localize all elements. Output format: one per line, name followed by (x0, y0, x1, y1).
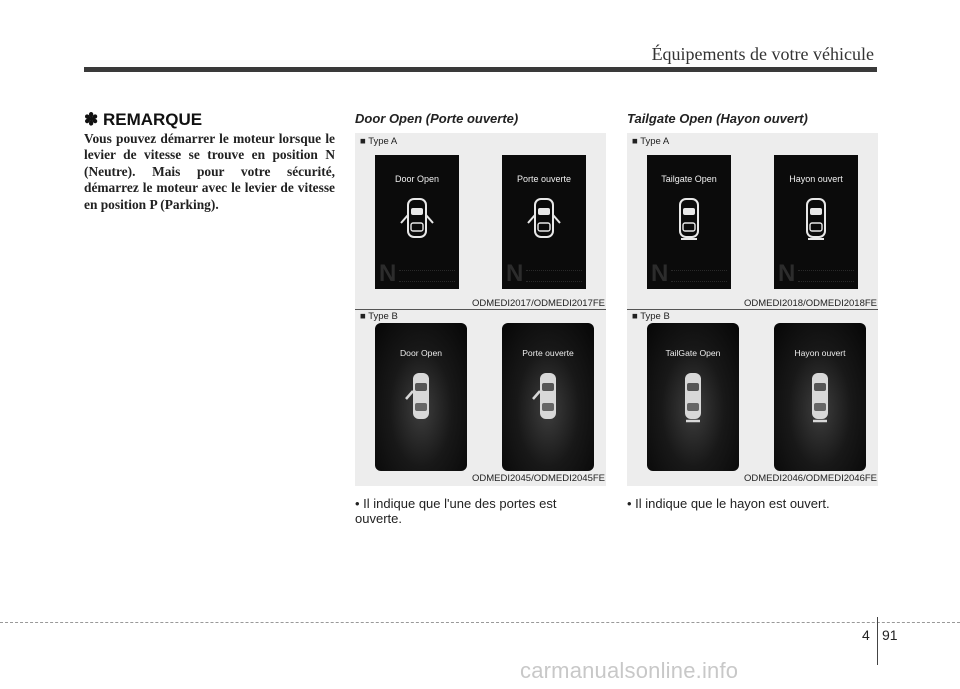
door-open-description: • Il indique que l'une des portes est ouverte. (355, 496, 557, 526)
gear-indicator-a1: N (379, 260, 397, 287)
tailgate-open-title: Tailgate Open (Hayon ouvert) (627, 111, 808, 126)
door-type-b-label: ■ Type B (360, 311, 398, 322)
door-open-screen-b-en (375, 323, 467, 471)
odometer-dots (671, 270, 727, 282)
car-top-view-icon (675, 369, 711, 425)
footer-rule (0, 622, 960, 623)
tailgate-type-a-label: ■ Type A (632, 136, 670, 147)
car-tailgate-open-icon (798, 193, 834, 247)
car-top-view-icon (530, 369, 566, 425)
page-chapter-number: 4 (862, 627, 870, 643)
door-open-screen-b-fr-text: Porte ouverte (522, 348, 574, 358)
figure-divider (355, 309, 606, 310)
odometer-dots (526, 270, 582, 282)
page-header-title: Équipements de votre véhicule (651, 44, 874, 64)
door-figure-code-b: ODMEDI2045/ODMEDI2045FE (471, 473, 605, 484)
tailgate-open-screen-b-fr (774, 323, 866, 471)
note-body: Vous pouvez démarrer le moteur lorsque le levier de vitesse se trouve en position N (Neutre). Mais pour votre sécurité, démarrez le moteur avec le levier de vitesse en position P (Parking). (84, 131, 335, 212)
tailgate-figure-code-a: ODMEDI2018/ODMEDI2018FE (743, 298, 877, 309)
tailgate-figure-code-b: ODMEDI2046/ODMEDI2046FE (743, 473, 877, 484)
tailgate-open-screen-a-en-text: Tailgate Open (661, 174, 717, 184)
tailgate-open-screen-a-en (647, 155, 731, 289)
tailgate-type-b-label: ■ Type B (632, 311, 670, 322)
tailgate-open-screen-a-fr-text: Hayon ouvert (789, 174, 843, 184)
car-door-open-icon (399, 193, 435, 247)
odometer-dots (798, 270, 854, 282)
footer-page-separator (877, 617, 878, 665)
note-title: ✽ REMARQUE (84, 110, 203, 129)
gear-indicator-a4: N (778, 260, 796, 287)
gear-indicator-a2: N (506, 260, 524, 287)
tailgate-open-screen-b-en-text: TailGate Open (665, 348, 721, 358)
car-top-view-icon (403, 369, 439, 425)
tailgate-open-screen-b-fr-text: Hayon ouvert (794, 348, 846, 358)
door-open-title: Door Open (Porte ouverte) (355, 111, 519, 126)
gear-indicator-a3: N (651, 260, 669, 287)
tailgate-open-screen-a-fr (774, 155, 858, 289)
door-open-screen-a-fr-text: Porte ouverte (516, 174, 572, 184)
door-figure-code-a: ODMEDI2017/ODMEDI2017FE (471, 298, 605, 309)
car-door-open-icon (526, 193, 562, 247)
car-tailgate-open-icon (671, 193, 707, 247)
door-open-screen-a-fr (502, 155, 586, 289)
door-open-figure-panel (355, 133, 606, 486)
tailgate-open-description: • Il indique que le hayon est ouvert. (627, 496, 830, 511)
figure-divider (627, 309, 878, 310)
page-number: 91 (882, 627, 898, 643)
car-top-view-icon (802, 369, 838, 425)
tailgate-open-screen-b-en (647, 323, 739, 471)
door-open-screen-a-en-text: Door Open (394, 174, 440, 184)
watermark-text: carmanualsonline.info (520, 658, 739, 683)
header-rule (84, 67, 877, 72)
tailgate-open-figure-panel (627, 133, 878, 486)
door-open-screen-b-en-text: Door Open (399, 348, 443, 358)
door-open-screen-a-en (375, 155, 459, 289)
door-open-screen-b-fr (502, 323, 594, 471)
odometer-dots (399, 270, 455, 282)
door-type-a-label: ■ Type A (360, 136, 398, 147)
